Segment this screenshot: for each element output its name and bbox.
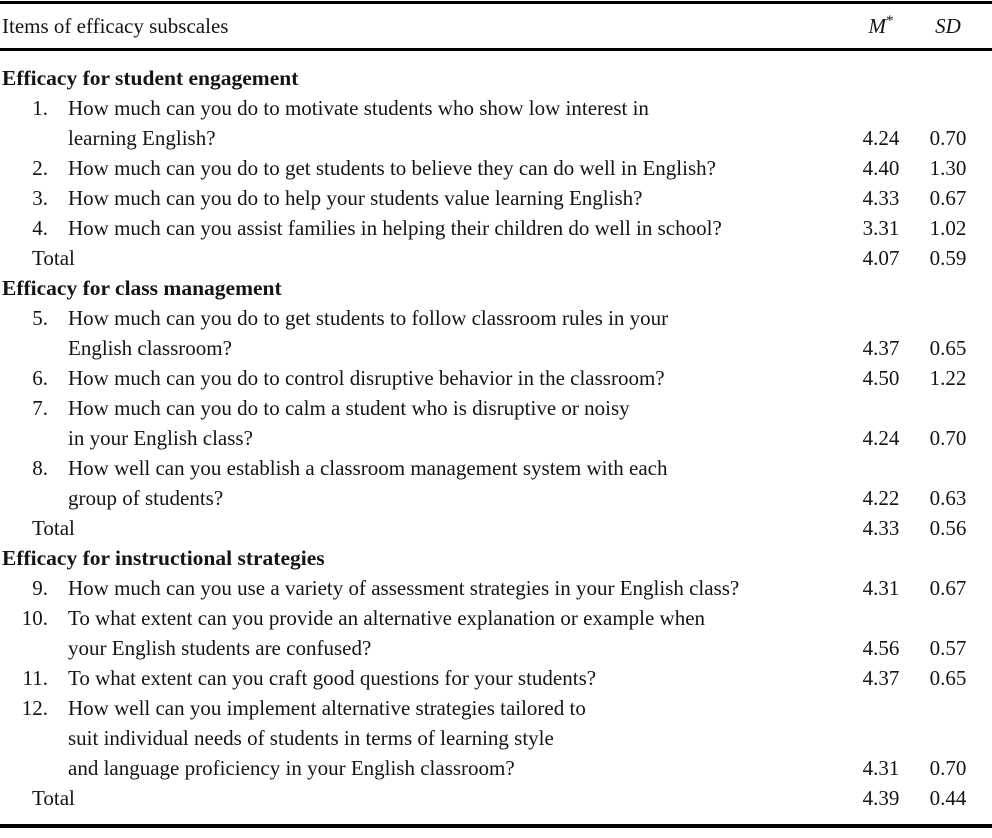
item-text: How much can you do to calm a student who is disruptive or noisy <box>68 396 630 420</box>
mean-column-header <box>854 13 908 39</box>
item-number: 7. <box>32 396 48 420</box>
item-row <box>0 183 992 213</box>
section-header-row <box>0 63 992 93</box>
section-title: Efficacy for class management <box>2 276 282 300</box>
mean-value: 4.24 <box>862 126 900 150</box>
sd-value: 0.65 <box>929 336 967 360</box>
item-continuation-row <box>0 753 992 783</box>
item-text: and language proficiency in your English classroom? <box>68 756 515 780</box>
item-text: in your English class? <box>68 426 253 450</box>
item-number: 1. <box>32 96 48 120</box>
mean-column-label: M <box>868 14 886 38</box>
item-row <box>0 453 992 483</box>
item-row <box>0 393 992 423</box>
item-row <box>0 663 992 693</box>
sd-value: 0.67 <box>929 576 967 600</box>
item-text: How much can you do to help your students value learning English? <box>68 186 643 210</box>
sd-value: 0.63 <box>929 486 967 510</box>
mean-value: 3.31 <box>862 216 900 240</box>
item-text: How much can you do to motivate students who show low interest in <box>68 96 649 120</box>
mean-value: 4.56 <box>862 636 900 660</box>
item-text: your English students are confused? <box>68 636 372 660</box>
table-header-row <box>0 4 992 48</box>
mean-value: 4.40 <box>862 156 900 180</box>
item-text: How much can you assist families in helping their children do well in school? <box>68 216 722 240</box>
section-title: Efficacy for student engagement <box>2 66 299 90</box>
item-number: 6. <box>32 366 48 390</box>
mean-value: 4.22 <box>862 486 900 510</box>
sd-value: 0.57 <box>929 636 967 660</box>
item-number: 8. <box>32 456 48 480</box>
section-title: Efficacy for instructional strategies <box>2 546 325 570</box>
item-continuation-row <box>0 123 992 153</box>
sd-value: 0.67 <box>929 186 967 210</box>
item-text: English classroom? <box>68 336 232 360</box>
total-label: Total <box>32 786 75 810</box>
item-number: 5. <box>32 306 48 330</box>
item-row <box>0 603 992 633</box>
item-continuation-row <box>0 633 992 663</box>
item-row <box>0 363 992 393</box>
total-label: Total <box>32 246 75 270</box>
sd-value: 0.70 <box>929 756 967 780</box>
mean-value: 4.33 <box>862 186 900 210</box>
item-text: How well can you implement alternative strategies tailored to <box>68 696 586 720</box>
mean-value: 4.39 <box>862 786 900 810</box>
mean-value: 4.37 <box>862 336 900 360</box>
mean-value: 4.33 <box>862 516 900 540</box>
sd-column-header: SD <box>935 13 961 38</box>
mean-value: 4.31 <box>862 576 900 600</box>
item-text: How much can you do to control disruptive behavior in the classroom? <box>68 366 665 390</box>
item-number: 9. <box>32 576 48 600</box>
item-text: How much can you use a variety of assessment strategies in your English class? <box>68 576 740 600</box>
efficacy-subscales-table <box>0 1 992 828</box>
item-number: 2. <box>32 156 48 180</box>
sd-value: 1.30 <box>929 156 967 180</box>
item-text: group of students? <box>68 486 224 510</box>
table-body <box>0 51 992 824</box>
item-row <box>0 213 992 243</box>
sd-value: 0.56 <box>929 516 967 540</box>
sd-value: 1.02 <box>929 216 967 240</box>
item-number: 12. <box>21 696 48 720</box>
bottom-rule <box>0 824 992 828</box>
item-text: suit individual needs of students in terms of learning style <box>68 726 554 750</box>
sd-value: 0.44 <box>929 786 967 810</box>
item-continuation-row <box>0 423 992 453</box>
mean-value: 4.31 <box>862 756 900 780</box>
section-header-row <box>0 543 992 573</box>
mean-value: 4.37 <box>862 666 900 690</box>
items-column-header: Items of efficacy subscales <box>2 13 229 38</box>
item-number: 4. <box>32 216 48 240</box>
item-row <box>0 573 992 603</box>
item-continuation-row <box>0 333 992 363</box>
mean-asterisk: * <box>885 13 894 29</box>
mean-value: 4.50 <box>862 366 900 390</box>
sd-value: 1.22 <box>929 366 967 390</box>
item-text: How much can you do to get students to believe they can do well in English? <box>68 156 716 180</box>
sd-value: 0.65 <box>929 666 967 690</box>
item-text: How much can you do to get students to follow classroom rules in your <box>68 306 669 330</box>
item-continuation-row <box>0 483 992 513</box>
total-row <box>0 783 992 813</box>
mean-value: 4.24 <box>862 426 900 450</box>
item-text: To what extent can you craft good questions for your students? <box>68 666 597 690</box>
mean-value: 4.07 <box>862 246 900 270</box>
item-text: learning English? <box>68 126 216 150</box>
item-number: 10. <box>21 606 48 630</box>
item-continuation-row <box>0 723 992 753</box>
section-header-row <box>0 273 992 303</box>
item-number: 11. <box>22 666 48 690</box>
item-row <box>0 693 992 723</box>
sd-value: 0.59 <box>929 246 967 270</box>
item-row <box>0 153 992 183</box>
total-row <box>0 243 992 273</box>
item-row <box>0 303 992 333</box>
total-label: Total <box>32 516 75 540</box>
item-text: To what extent can you provide an alternative explanation or example when <box>68 606 706 630</box>
item-number: 3. <box>32 186 48 210</box>
item-row <box>0 93 992 123</box>
total-row <box>0 513 992 543</box>
sd-value: 0.70 <box>929 426 967 450</box>
item-text: How well can you establish a classroom management system with each <box>68 456 668 480</box>
sd-value: 0.70 <box>929 126 967 150</box>
